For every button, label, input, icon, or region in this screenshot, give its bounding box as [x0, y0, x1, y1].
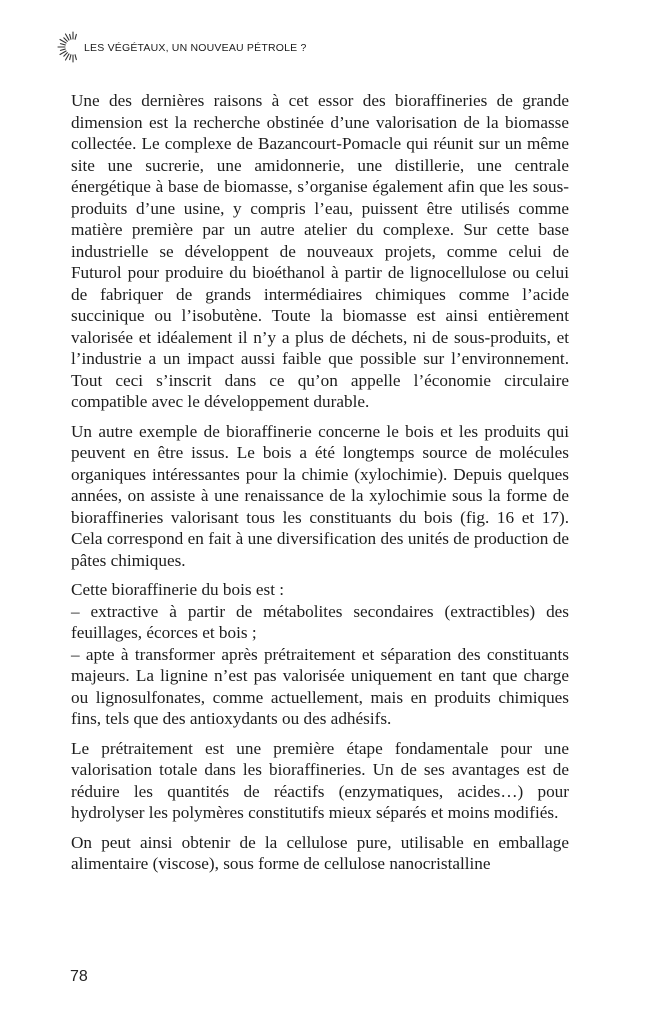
paragraph-wood-biorefinery: Un autre exemple de bioraffinerie concerne le bois et les produits qui peuvent en être issus. Le bois a été longtemps source de molécules organiques intéressantes pour la chimie (xylochimie). Depuis quelques années, on assiste à une renaissance de la xylochimie sous la forme de bioraffineries valorisant tous les constituants du bois (fig. 16 et 17). Cela correspond en fait à une diversification des unités de production de pâtes chimiques. — [71, 421, 569, 570]
paragraph-cellulose: On peut ainsi obtenir de la cellulose pure, utilisable en emballage alimentaire (viscose), sous forme de cellulose nanocristalline — [71, 832, 569, 873]
running-header — [56, 30, 307, 64]
running-title: LES VÉGÉTAUX, UN NOUVEAU PÉTROLE ? — [84, 41, 307, 54]
list-intro: Cette bioraffinerie du bois est : — [71, 580, 285, 599]
list-item: – apte à transformer après prétraitement et séparation des constituants majeurs. La lignine n’est pas valorisée uniquement en tant que charge ou lignosulfonates, comme actuellement, mais en produits chimiques fins, tels que des antioxydants ou des adhésifs. — [71, 644, 569, 728]
page-number: 78 — [70, 968, 88, 985]
list-block — [71, 579, 569, 730]
body-text — [71, 90, 569, 883]
list-item: – extractive à partir de métabolites secondaires (extractibles) des feuillages, écorces et bois ; — [71, 601, 569, 642]
paragraph-pretreatment: Le prétraitement est une première étape fondamentale pour une valorisation totale dans les bioraffineries. Un de ses avantages est de réduire les quantités de réactifs (enzymatiques, acides…) pour hydrolyser les polymères constitutifs mieux séparés et moins modifiés. — [71, 738, 569, 822]
paragraph-bazancourt: Une des dernières raisons à cet essor des bioraffineries de grande dimension est la recherche obstinée d’une valorisation de la biomasse collectée. Le complexe de Bazancourt-Pomacle qui réunit sur un même site une sucrerie, une amidonnerie, une distillerie, une centrale énergétique à base de biomasse, s’organise également afin que les sous-produits d’une usine, y compris l’eau, puissent être utilisés comme matière première par un autre atelier du complexe. Sur cette base industrielle se développent de nouveaux projets, comme celui de Futurol pour produire du bioéthanol à partir de lignocellulose ou celui de fabriquer de grands intermédiaires chimiques comme l’acide succinique ou l’isobutène. Toute la biomasse est ainsi entièrement valorisée et idéalement il n’y a plus de déchets, ni de sous-produits, et l’industrie a un impact aussi faible que possible sur l’environnement. Tout ceci s’inscrit dans ce qu’on appelle l’économie circulaire compatible avec le développement durable. — [71, 91, 569, 411]
